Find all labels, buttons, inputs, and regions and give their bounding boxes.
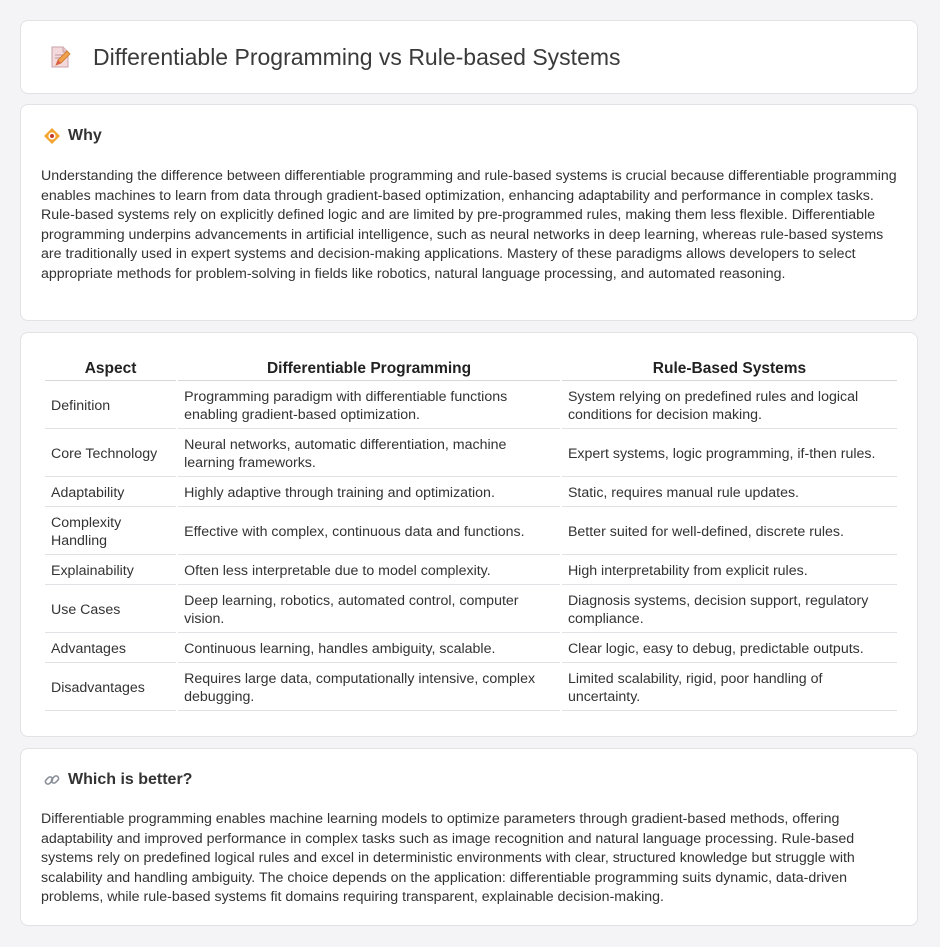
rule-based-cell: Expert systems, logic programming, if-then rules. <box>562 431 897 477</box>
header-rule-based-systems: Rule-Based Systems <box>562 357 897 381</box>
differentiable-cell: Requires large data, computationally intensive, complex debugging. <box>178 665 560 711</box>
table-row <box>45 557 897 585</box>
why-card <box>20 104 918 321</box>
which-is-better-heading: Which is better? <box>68 771 193 788</box>
header-differentiable-programming: Differentiable Programming <box>178 357 560 381</box>
rule-based-cell: Diagnosis systems, decision support, regulatory compliance. <box>562 587 897 633</box>
rule-based-cell: System relying on predefined rules and logical conditions for decision making. <box>562 383 897 429</box>
table-row <box>45 509 897 555</box>
which-is-better-card <box>20 748 918 926</box>
aspect-cell: Complexity Handling <box>45 509 176 555</box>
table-row <box>45 587 897 633</box>
why-text: Understanding the difference between differentiable programming and rule-based systems is crucial because differentiable programming enables machines to learn from data through gradient-based optimization, enhancing adaptability and performance in complex tasks. Rule-based systems rely on explicitly defined logic and are limited by pre-programmed rules, making them less flexible. Differentiable programming underpins advancements in artificial intelligence, such as neural networks in deep learning, whereas rule-based systems are traditionally used in expert systems and decision-making applications. Mastery of these paradigms allows developers to select appropriate methods for problem-solving in fields like robotics, natural language processing, and automated reasoning. <box>41 168 897 282</box>
differentiable-cell: Highly adaptive through training and optimization. <box>178 479 560 507</box>
differentiable-cell: Neural networks, automatic differentiation, machine learning frameworks. <box>178 431 560 477</box>
aspect-cell: Adaptability <box>45 479 176 507</box>
rule-based-cell: High interpretability from explicit rules. <box>562 557 897 585</box>
comparison-table <box>43 355 899 713</box>
rule-based-cell: Clear logic, easy to debug, predictable outputs. <box>562 635 897 663</box>
aspect-cell: Definition <box>45 383 176 429</box>
aspect-cell: Advantages <box>45 635 176 663</box>
table-header-row <box>45 357 897 381</box>
aspect-cell: Use Cases <box>45 587 176 633</box>
rule-based-cell: Limited scalability, rigid, poor handling of uncertainty. <box>562 665 897 711</box>
differentiable-cell: Programming paradigm with differentiable functions enabling gradient-based optimization. <box>178 383 560 429</box>
comparison-card <box>20 332 918 737</box>
table-row <box>45 635 897 663</box>
differentiable-cell: Often less interpretable due to model complexity. <box>178 557 560 585</box>
aspect-cell: Disadvantages <box>45 665 176 711</box>
table-row <box>45 431 897 477</box>
differentiable-cell: Continuous learning, handles ambiguity, scalable. <box>178 635 560 663</box>
table-row <box>45 665 897 711</box>
link-icon <box>43 771 61 789</box>
differentiable-cell: Deep learning, robotics, automated control, computer vision. <box>178 587 560 633</box>
rule-based-cell: Static, requires manual rule updates. <box>562 479 897 507</box>
document-edit-icon <box>47 44 73 70</box>
table-row <box>45 479 897 507</box>
aspect-cell: Explainability <box>45 557 176 585</box>
which-is-better-text: Differentiable programming enables machine learning models to optimize parameters through gradient-based methods, offering adaptability and improved performance in complex tasks such as image recognition and natural language processing. Rule-based systems rely on predefined logical rules and excel in deterministic environments with clear, structured knowledge but struggle with scalability and handling ambiguity. The choice depends on the application: differentiable programming suits dynamic, data-driven problems, while rule-based systems fit domains requiring transparent, explainable decision-making. <box>41 811 855 906</box>
page-title: Differentiable Programming vs Rule-based Systems <box>93 43 621 70</box>
header-aspect: Aspect <box>45 357 176 381</box>
rule-based-cell: Better suited for well-defined, discrete rules. <box>562 509 897 555</box>
why-heading: Why <box>68 127 102 144</box>
title-card <box>20 20 918 94</box>
differentiable-cell: Effective with complex, continuous data and functions. <box>178 509 560 555</box>
target-icon <box>43 127 61 145</box>
table-row <box>45 383 897 429</box>
aspect-cell: Core Technology <box>45 431 176 477</box>
